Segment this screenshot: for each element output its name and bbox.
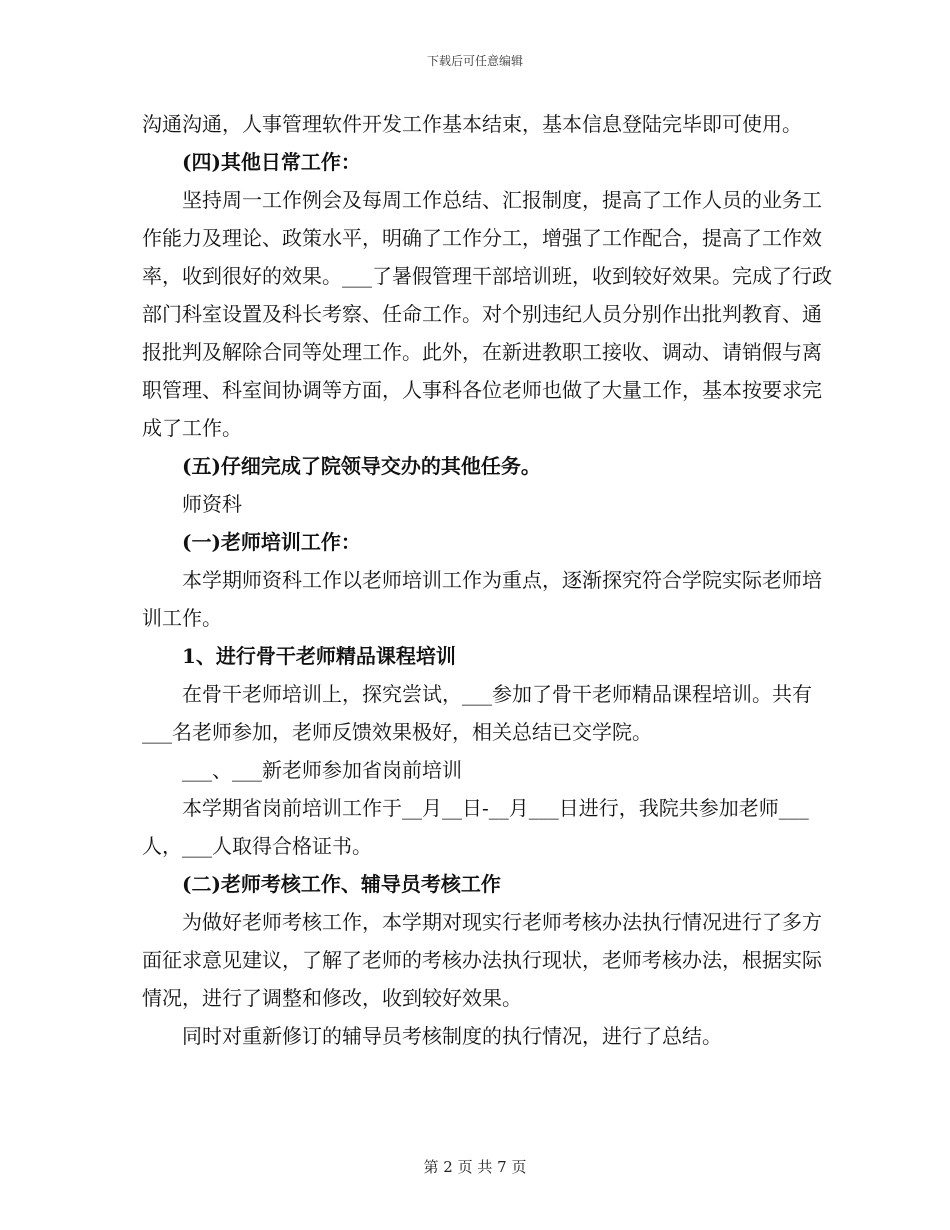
heading-teacher-training: (一)老师培训工作： [182, 530, 361, 554]
paragraph-teacher-training: 本学期师资科工作以老师培训工作为重点，逐渐探究符合学院实际老师培训工作。 [142, 568, 822, 630]
paragraph-continuation: 沟通沟通，人事管理软件开发工作基本结束，基本信息登陆完毕即可使用。 [142, 112, 802, 136]
page-footer: 第 2 页 共 7 页 [423, 1158, 527, 1176]
page-header: 下载后可任意编辑 [426, 54, 523, 68]
paragraph-new-teacher-training: 本学期省岗前培训工作于__月__日-__月___日进行，我院共参加老师___人，___人取得合格证书。 [142, 796, 809, 858]
document-body [142, 105, 832, 1055]
heading-new-teacher-training: ___、___新老师参加省岗前培训 [182, 758, 462, 782]
heading-course-training: 1、进行骨干老师精品课程培训 [182, 644, 456, 668]
paragraph-daily-work: 坚持周一工作例会及每周工作总结、汇报制度，提高了工作人员的业务工作能力及理论、政策水平，明确了工作分工，增强了工作配合，提高了工作效率，收到很好的效果。___了暑假管理干部培训班，收到较好效果。完成了行政部门科室设置及科长考察、任命工作。对个别违纪人员分别作出批判教育、通报批判及解除合同等处理工作。此外，在新进教职工接收、调动、请销假与离职管理、科室间协调等方面，人事科各位老师也做了大量工作，基本按要求完成了工作。 [142, 188, 832, 440]
paragraph-course-training: 在骨干老师培训上，探究尝试，___参加了骨干老师精品课程培训。共有___名老师参加，老师反馈效果极好，相关总结已交学院。 [142, 682, 812, 744]
paragraph-assessment-work: 为做好老师考核工作，本学期对现实行老师考核办法执行情况进行了多方面征求意见建议，了解了老师的考核办法执行现状，老师考核办法，根据实际情况，进行了调整和修改，收到较好效果。 [142, 910, 822, 1010]
heading-other-daily-work: (四)其他日常工作： [182, 150, 361, 174]
section-title-faculty: 师资科 [182, 492, 242, 516]
heading-assessment-work: (二)老师考核工作、辅导员考核工作 [182, 872, 501, 896]
paragraph-counselor-assessment: 同时对重新修订的辅导员考核制度的执行情况，进行了总结。 [182, 1024, 722, 1048]
heading-leadership-tasks: (五)仔细完成了院领导交办的其他任务。 [182, 454, 541, 478]
